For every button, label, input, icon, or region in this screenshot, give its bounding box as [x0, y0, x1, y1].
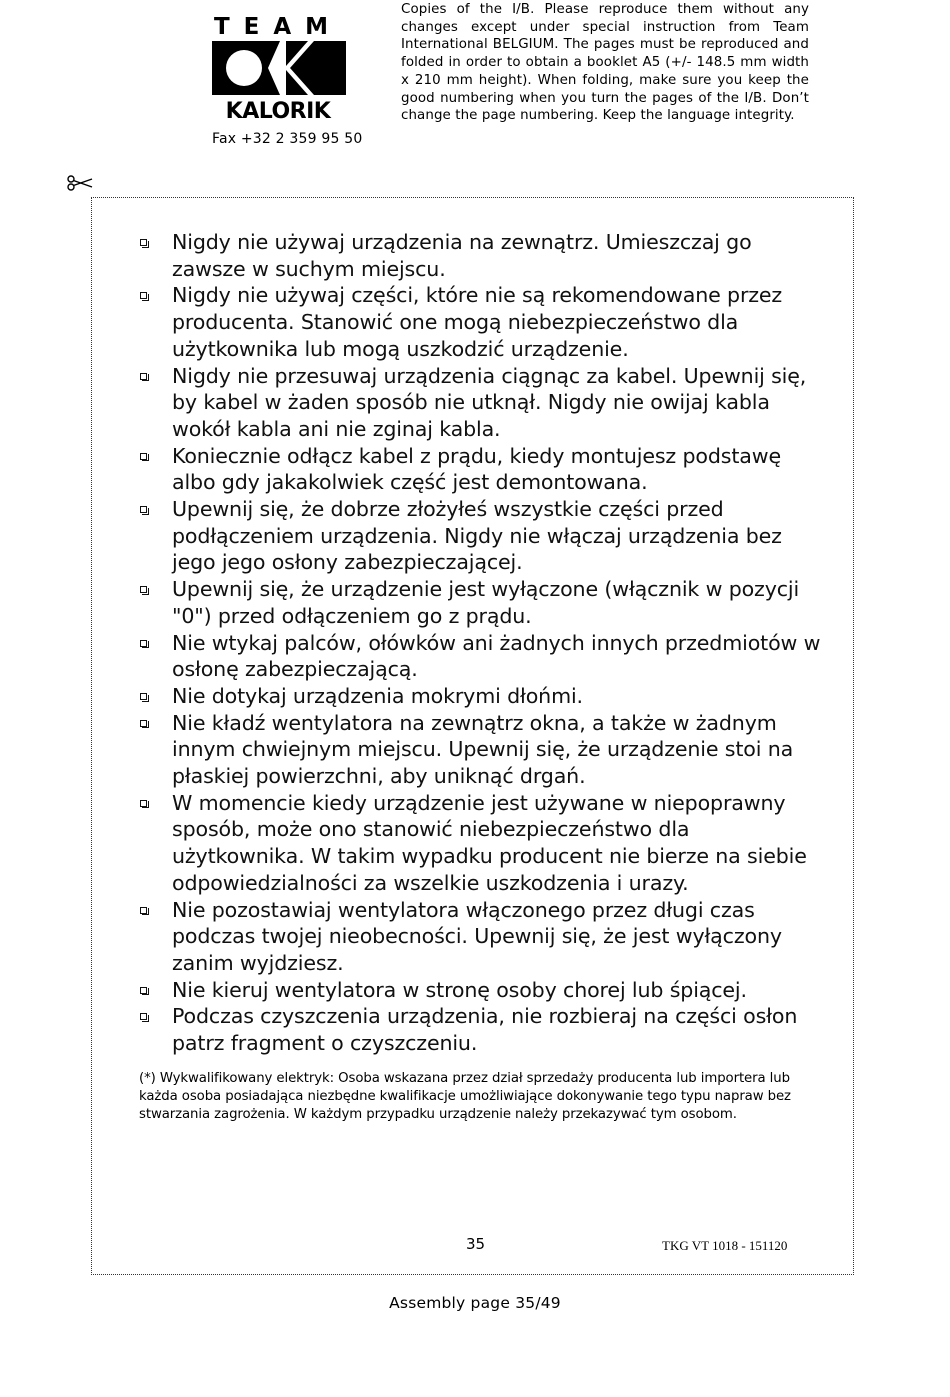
safety-rules-list [136, 229, 826, 1057]
safety-rule-text: Nie kładź wentylatora na zewnątrz okna, a także w żadnym innym chwiejnym miejscu. Upewnij się, że urządzenie stoi na płaskiej powierzchni, aby uniknąć drgań. [172, 710, 794, 789]
safety-rule-text: Podczas czyszczenia urządzenia, nie rozbieraj na części osłon patrz fragment o czyszczeniu. [172, 1004, 798, 1056]
checkbox-bullet-icon [140, 453, 147, 460]
safety-rule-item [136, 282, 826, 362]
safety-rule-item [136, 683, 826, 710]
safety-rule-text: Nie pozostawiaj wentylatora włączonego przez długi czas podczas twojej nieobecności. Upewnij się, że jest wyłączony zanim wyjdziesz. [172, 897, 782, 975]
scissors-icon [66, 170, 94, 194]
fax-number: Fax +32 2 359 95 50 [212, 131, 363, 147]
checkbox-bullet-icon [140, 693, 147, 700]
safety-rule-text: Nie kieruj wentylatora w stronę osoby chorej lub śpiącej. [172, 977, 747, 1002]
checkbox-bullet-icon [140, 987, 147, 994]
safety-rule-item [136, 977, 826, 1004]
checkbox-bullet-icon [140, 720, 147, 727]
safety-rule-item [136, 630, 826, 683]
logo-text-kalorik: KALORIK [225, 99, 331, 122]
safety-rule-text: Upewnij się, że dobrze złożyłeś wszystkie części przed podłączeniem urządzenia. Nigdy nie włączaj urządzenia bez jego jego osłony zabezpieczającej. [172, 497, 782, 575]
safety-rule-item [136, 496, 826, 576]
safety-rule-text: Upewnij się, że urządzenie jest wyłączone (włącznik w pozycji "0") przed odłączeniem go z prądu. [172, 577, 800, 628]
safety-rule-text: Nigdy nie przesuwaj urządzenia ciągnąc za kabel. Upewnij się, by kabel w żaden sposób nie utknął. Nigdy nie owijaj kabla wokół kabla ani nie zginaj kabla. [172, 363, 807, 441]
safety-rule-item [136, 897, 826, 977]
safety-rule-text: Nie wtykaj palców, ołówków ani żadnych innych przedmiotów w osłonę zabezpieczającą. [172, 630, 821, 682]
safety-rule-item [136, 229, 826, 282]
reproduction-instructions: Copies of the I/B. Please reproduce them without any changes except under special instruction from Team International BELGIUM. The pages must be reproduced and folded in order to obtain a booklet A5 (+/- 148.5 mm width x 210 mm height). When folding, make sure you keep the good numbering when you turn the pages of the I/B. Don’t change the page numbering. Keep the language integrity. [401, 2, 809, 124]
safety-rule-item [136, 1003, 826, 1056]
safety-rule-item [136, 363, 826, 443]
checkbox-bullet-icon [140, 586, 147, 593]
document-code: TKG VT 1018 - 151120 [662, 1238, 788, 1253]
safety-rule-text: W momencie kiedy urządzenie jest używane w niepoprawny sposób, może ono stanowić niebezpieczeństwo dla użytkownika. W takim wypadku producent nie bierze na siebie odpowiedzialności za wszelkie uszkodzenia i urazy. [172, 790, 807, 895]
checkbox-bullet-icon [140, 292, 147, 299]
checkbox-bullet-icon [140, 640, 147, 647]
checkbox-bullet-icon [140, 1013, 147, 1020]
team-kalorik-logo [210, 14, 346, 122]
checkbox-bullet-icon [140, 907, 147, 914]
assembly-page-label: Assembly page 35/49 [389, 1294, 561, 1312]
safety-rule-text: Nigdy nie używaj części, które nie są rekomendowane przez producenta. Stanowić one mogą niebezpieczeństwo dla użytkownika lub mogą uszkodzić urządzenie. [172, 283, 783, 361]
safety-rule-item [136, 443, 826, 496]
safety-rule-item [136, 576, 826, 629]
qualified-electrician-footnote: (*) Wykwalifikowany elektryk: Osoba wskazana przez dział sprzedaży producenta lub importera lub każda osoba posiadająca niezbędne kwalifikacje umożliwiające dokonywanie tego typu napraw bez stwarzania zagrożenia. W każdym przypadku urządzenie należy przekazywać tym osobom. [139, 1071, 791, 1122]
page-number: 35 [466, 1235, 486, 1253]
safety-rule-item [136, 710, 826, 790]
checkbox-bullet-icon [140, 506, 147, 513]
logo-text-team: TEAM [213, 14, 343, 40]
safety-rule-text: Nie dotykaj urządzenia mokrymi dłońmi. [172, 683, 583, 708]
logo-k-emblem [212, 41, 346, 95]
checkbox-bullet-icon [140, 239, 147, 246]
checkbox-bullet-icon [140, 800, 147, 807]
checkbox-bullet-icon [140, 373, 147, 380]
safety-rule-text: Koniecznie odłącz kabel z prądu, kiedy montujesz podstawę albo gdy jakakolwiek część jest demontowana. [172, 443, 781, 495]
safety-rule-item [136, 790, 826, 897]
safety-rule-text: Nigdy nie używaj urządzenia na zewnątrz. Umieszczaj go zawsze w suchym miejscu. [172, 230, 752, 281]
